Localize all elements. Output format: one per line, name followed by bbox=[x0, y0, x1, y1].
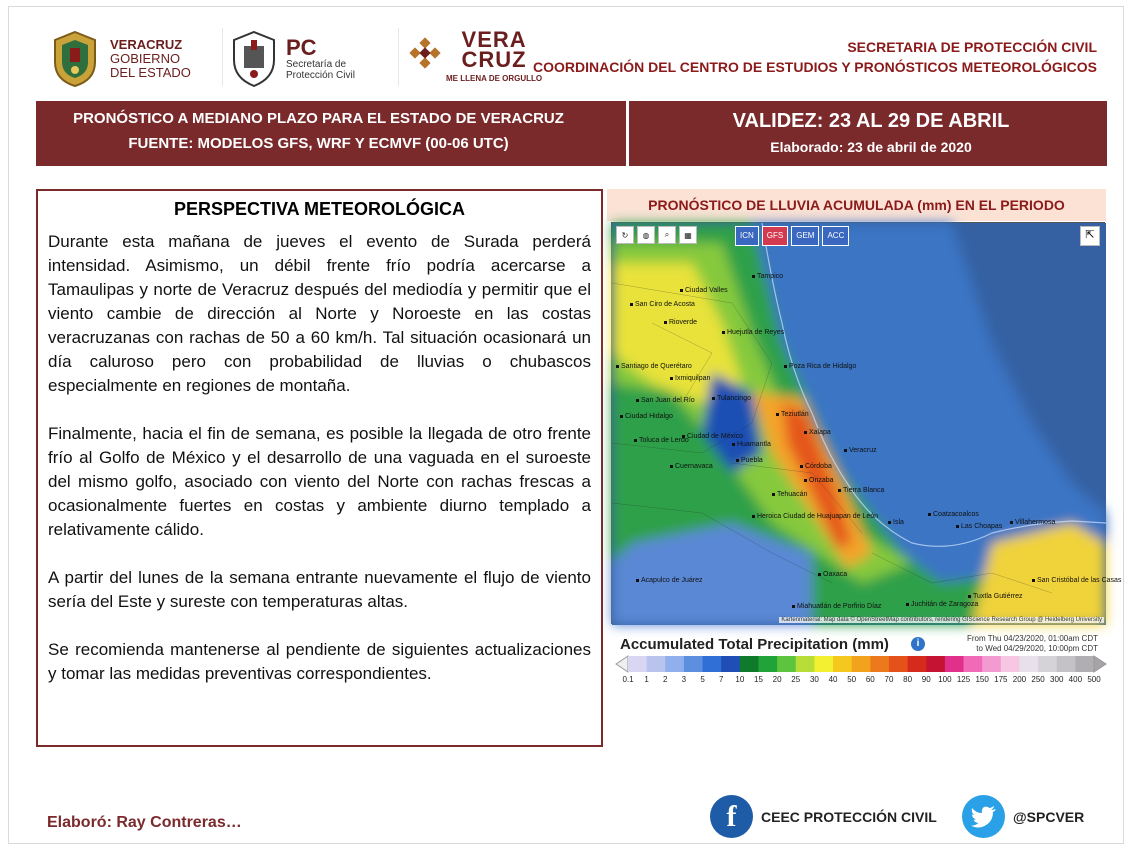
scale-swatch bbox=[814, 656, 833, 672]
precipitation-map[interactable] bbox=[611, 222, 1122, 624]
scale-tick-label: 200 bbox=[1012, 675, 1027, 684]
city-label: Córdoba bbox=[800, 463, 832, 470]
model-gfs-button[interactable]: GFS bbox=[762, 226, 788, 246]
scale-swatch bbox=[1038, 656, 1057, 672]
coat-of-arms-icon bbox=[50, 30, 100, 88]
proteccion-civil-logo bbox=[230, 30, 355, 88]
city-label: Rioverde bbox=[664, 319, 697, 326]
scale-swatch bbox=[1075, 656, 1094, 672]
scale-tick-label: 40 bbox=[828, 675, 838, 684]
banner-title-1: PRONÓSTICO A MEDIANO PLAZO PARA EL ESTADO DE VERACRUZ bbox=[73, 110, 564, 127]
globe-icon[interactable]: ◍ bbox=[637, 226, 655, 244]
scale-tick-label: 0.1 bbox=[622, 675, 634, 684]
gob-line-3: DEL ESTADO bbox=[110, 65, 191, 80]
city-label: Ciudad Valles bbox=[680, 287, 728, 294]
city-label: San Juan del Río bbox=[636, 397, 695, 404]
scale-swatch bbox=[833, 656, 852, 672]
city-label: Ixmiquilpan bbox=[670, 375, 710, 382]
scale-tick-label: 20 bbox=[772, 675, 782, 684]
city-label: San Ciro de Acosta bbox=[630, 301, 695, 308]
perspectiva-panel bbox=[36, 189, 603, 747]
scale-swatch bbox=[982, 656, 1001, 672]
scale-tick-label: 2 bbox=[663, 675, 668, 684]
scale-tick-label: 15 bbox=[754, 675, 763, 684]
scale-tick-label: 400 bbox=[1068, 675, 1083, 684]
city-label: Villahermosa bbox=[1010, 519, 1055, 526]
map-attribution: Kartenmaterial: Map data © OpenStreetMap contributors, rendering GIScience Research Group @ Heidelberg University bbox=[781, 617, 1102, 623]
validity-period: VALIDEZ: 23 AL 29 DE ABRIL bbox=[732, 110, 1010, 132]
city-label: Tulancingo bbox=[712, 395, 751, 402]
refresh-icon[interactable]: ↻ bbox=[616, 226, 634, 244]
agency-line-2: COORDINACIÓN DEL CENTRO DE ESTUDIOS Y PRONÓSTICOS METEOROLÓGICOS bbox=[533, 59, 1097, 75]
city-label: Ciudad de México bbox=[682, 433, 743, 440]
precipitation-color-scale bbox=[616, 655, 1106, 673]
city-label: Coatzacoalcos bbox=[928, 511, 979, 518]
scale-tick-label: 50 bbox=[847, 675, 857, 684]
pc-shield-icon bbox=[230, 30, 278, 88]
gobierno-veracruz-logo bbox=[50, 30, 191, 88]
city-label: Xalapa bbox=[804, 429, 831, 436]
city-label: Toluca de Lerdo bbox=[634, 437, 689, 444]
scale-tick-label: 100 bbox=[938, 675, 952, 684]
gob-line-1: VERACRUZ bbox=[110, 37, 183, 52]
city-label: Veracruz bbox=[844, 447, 877, 454]
scale-swatch bbox=[628, 656, 647, 672]
city-label: Tampico bbox=[752, 273, 783, 280]
banner-divider bbox=[626, 101, 629, 166]
ver-slogan: ME LLENA DE ORGULLO bbox=[446, 74, 543, 83]
city-label: Tierra Blanca bbox=[838, 487, 884, 494]
pc-subtitle-1: Secretaría de bbox=[286, 59, 347, 70]
scale-swatch bbox=[796, 656, 815, 672]
agency-title bbox=[533, 37, 1097, 77]
city-label: Puebla bbox=[736, 457, 763, 464]
scale-tick-label: 175 bbox=[994, 675, 1008, 684]
veracruz-pattern-icon bbox=[408, 37, 442, 77]
city-label: Ciudad Hidalgo bbox=[620, 413, 673, 420]
scale-tick-label: 250 bbox=[1031, 675, 1045, 684]
logo-separator bbox=[222, 28, 223, 86]
precip-map-graphic bbox=[612, 223, 1106, 625]
scale-tick-label: 80 bbox=[903, 675, 913, 684]
facebook-link[interactable] bbox=[710, 795, 937, 838]
zoom-icon[interactable]: ⌕ bbox=[658, 226, 676, 244]
twitter-label: @SPCVER bbox=[1013, 808, 1085, 825]
scale-tick-label: 500 bbox=[1087, 675, 1101, 684]
banner-title-2: FUENTE: MODELOS GFS, WRF Y ECMVF (00-06 UTC) bbox=[128, 135, 509, 152]
scale-swatch bbox=[964, 656, 983, 672]
scale-swatch bbox=[665, 656, 684, 672]
city-label: Tehuacán bbox=[772, 491, 807, 498]
scale-swatch bbox=[889, 656, 908, 672]
scale-swatch bbox=[945, 656, 964, 672]
ver-line-2: CRUZ bbox=[461, 47, 527, 72]
pc-title: PC bbox=[286, 35, 317, 60]
author-credit: Elaboró: Ray Contreras… bbox=[47, 814, 242, 831]
legend-ticks bbox=[616, 675, 1106, 687]
scale-swatch bbox=[1057, 656, 1076, 672]
pc-subtitle-2: Protección Civil bbox=[286, 70, 355, 81]
share-icon[interactable]: ⇱ bbox=[1080, 226, 1100, 246]
scale-tick-label: 70 bbox=[884, 675, 894, 684]
city-label: Heroica Ciudad de Huajuapan de León bbox=[752, 513, 878, 520]
legend-title: Accumulated Total Precipitation (mm) bbox=[620, 636, 889, 653]
scale-swatch bbox=[758, 656, 777, 672]
scale-swatch bbox=[926, 656, 945, 672]
scale-swatch bbox=[870, 656, 889, 672]
city-label: Oaxaca bbox=[818, 571, 847, 578]
logo-separator bbox=[398, 28, 399, 86]
scale-tick-label: 125 bbox=[956, 675, 971, 684]
scale-tick-label: 60 bbox=[865, 675, 875, 684]
city-label: Huejutla de Reyes bbox=[722, 329, 784, 336]
scale-swatch bbox=[1019, 656, 1038, 672]
city-label: Cuernavaca bbox=[670, 463, 713, 470]
city-label: Juchitán de Zaragoza bbox=[906, 601, 978, 608]
city-label: Huamantla bbox=[732, 441, 771, 448]
forecast-banner bbox=[36, 101, 1107, 166]
scale-swatch bbox=[908, 656, 927, 672]
city-label: Acapulco de Juárez bbox=[636, 577, 702, 584]
paragraph-4: Se recomienda mantenerse al pendiente de siguientes actualizaciones y tomar las medidas preventivas correspondientes. bbox=[48, 640, 591, 683]
scale-max-arrow bbox=[1094, 656, 1106, 672]
scale-tick-label: 5 bbox=[700, 675, 705, 684]
scale-swatch bbox=[852, 656, 871, 672]
facebook-label: CEEC PROTECCIÓN CIVIL bbox=[761, 808, 937, 825]
city-label: Isla bbox=[888, 519, 904, 526]
model-acc-button[interactable]: ACC bbox=[822, 226, 849, 246]
scale-tick-label: 25 bbox=[791, 675, 801, 684]
scale-swatch bbox=[684, 656, 703, 672]
scale-swatch bbox=[647, 656, 666, 672]
scale-tick-label: 1 bbox=[644, 675, 649, 684]
city-icon[interactable]: ▦ bbox=[679, 226, 697, 244]
map-title: PRONÓSTICO DE LLUVIA ACUMULADA (mm) EN EL PERIODO bbox=[607, 189, 1106, 221]
twitter-icon bbox=[962, 795, 1005, 838]
gob-line-2: GOBIERNO bbox=[110, 51, 181, 66]
ver-line-1: VERA bbox=[461, 27, 527, 52]
scale-swatch bbox=[1001, 656, 1020, 672]
scale-tick-label: 3 bbox=[681, 675, 687, 684]
model-gem-button[interactable]: GEM bbox=[791, 226, 819, 246]
scale-tick-label: 300 bbox=[1050, 675, 1064, 684]
perspectiva-heading: PERSPECTIVA METEOROLÓGICA bbox=[173, 199, 466, 219]
paragraph-1: Durante esta mañana de jueves el evento de Surada perderá intensidad. Asimismo, un débil frente frío podría acercarse a Tamaulipas y norte de Veracruz después del mediodía y permitir que el viento cambie de dirección al Norte y Noroeste en las costas veracruzanas con rachas de 50 a 60 km/h. Tal situación ocasionará un día caluroso pero con probabilidad de lluvias o chubascos especialmente en regiones de montaña. bbox=[48, 232, 591, 395]
scale-tick-label: 10 bbox=[735, 675, 745, 684]
city-label: Teziutlán bbox=[776, 411, 809, 418]
city-label: Santiago de Querétaro bbox=[616, 363, 692, 370]
prepared-date: Elaborado: 23 de abril de 2020 bbox=[770, 139, 972, 155]
legend-range-to: to Wed 04/29/2020, 10:00pm CDT bbox=[976, 644, 1098, 653]
scale-swatch bbox=[703, 656, 722, 672]
legend-range bbox=[967, 634, 1098, 654]
city-label: Las Choapas bbox=[956, 523, 1002, 530]
scale-min-arrow bbox=[616, 656, 628, 672]
twitter-link[interactable] bbox=[962, 795, 1084, 838]
scale-tick-label: 90 bbox=[921, 675, 931, 684]
map-toolbar bbox=[616, 226, 697, 244]
scale-tick-label: 7 bbox=[718, 675, 724, 684]
city-label: Tuxtla Gutiérrez bbox=[968, 593, 1023, 600]
model-selector bbox=[735, 226, 849, 246]
paragraph-3: A partir del lunes de la semana entrante nuevamente el flujo de viento sería del Este y sureste con temperaturas altas. bbox=[48, 568, 591, 611]
facebook-icon: f bbox=[710, 795, 753, 838]
legend-range-from: From Thu 04/23/2020, 01:00am CDT bbox=[966, 634, 1098, 643]
scale-swatch bbox=[740, 656, 759, 672]
city-label: Orizaba bbox=[804, 477, 834, 484]
paragraph-2: Finalmente, hacia el fin de semana, es posible la llegada de otro frente frío al Golfo de México y el desarrollo de una vaguada en el suroeste del mismo golfo, asociado con viento del Norte con rachas frescas a ocasionalmente fuertes en costas y ambiente diurno templado a relativamente cálido. bbox=[48, 424, 591, 539]
info-icon[interactable]: i bbox=[911, 637, 925, 651]
scale-swatch bbox=[721, 656, 740, 672]
veracruz-brand-logo bbox=[408, 27, 543, 83]
scale-tick-label: 30 bbox=[809, 675, 819, 684]
scale-swatch bbox=[777, 656, 796, 672]
city-label: San Cristóbal de las Casas bbox=[1032, 577, 1121, 584]
agency-line-1: SECRETARIA DE PROTECCIÓN CIVIL bbox=[847, 39, 1097, 55]
city-label: Miahuatlán de Porfirio Díaz bbox=[792, 603, 881, 610]
city-label: Poza Rica de Hidalgo bbox=[784, 363, 856, 370]
model-icn-button[interactable]: ICN bbox=[735, 226, 759, 246]
scale-tick-label: 150 bbox=[975, 675, 989, 684]
